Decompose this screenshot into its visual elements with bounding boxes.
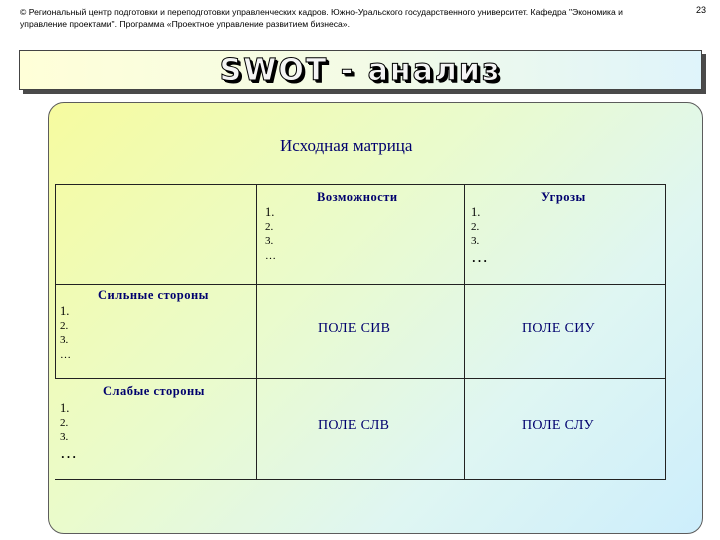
slide-title: SWOT - анализ	[219, 52, 502, 88]
grid-line-col1	[256, 184, 257, 480]
row-header-weaknesses: Слабые стороны	[103, 384, 205, 398]
slide-header-text: © Региональный центр подготовки и переподготовки управленческих кадров. Южно-Уральского государственного университет. Кафедра "Экономика и управление проектами". Программа «Проектное управление развитием бизнеса».	[20, 7, 623, 29]
cell-slu: ПОЛЕ СЛУ	[522, 418, 594, 433]
cell-siu: ПОЛЕ СИУ	[522, 321, 595, 336]
list-ellipsis: …	[265, 249, 276, 262]
row-header-strengths: Сильные стороны	[98, 288, 209, 302]
grid-line-left	[55, 184, 56, 378]
grid-line-row2	[55, 378, 666, 379]
list-item: 2.	[60, 416, 69, 429]
grid-line-bottom	[55, 479, 666, 480]
title-banner	[19, 50, 702, 90]
opportunities-list	[265, 205, 276, 263]
column-header-threats: Угрозы	[541, 190, 586, 204]
list-item: 1.	[60, 401, 70, 415]
list-item: 3.	[265, 235, 274, 247]
list-item: 2.	[60, 319, 69, 332]
grid-line-row1	[55, 284, 666, 285]
list-ellipsis: …	[60, 348, 71, 361]
weaknesses-list	[60, 401, 77, 461]
list-item: 1.	[60, 304, 70, 318]
column-header-opportunities: Возможности	[317, 190, 398, 204]
list-item: 3.	[471, 235, 480, 247]
threats-list	[471, 205, 488, 265]
grid-line-top	[55, 184, 666, 185]
list-ellipsis: …	[471, 246, 488, 266]
list-item: 1.	[265, 205, 275, 219]
list-item: 3.	[60, 334, 69, 346]
list-item: 2.	[471, 220, 480, 233]
list-ellipsis: …	[60, 442, 77, 462]
page-number: 23	[696, 5, 707, 15]
list-item: 1.	[471, 205, 481, 219]
swot-matrix	[55, 184, 666, 480]
grid-line-col2	[464, 184, 465, 480]
strengths-list	[60, 304, 71, 362]
list-item: 2.	[265, 220, 274, 233]
grid-line-right	[665, 184, 666, 480]
cell-slv: ПОЛЕ СЛВ	[318, 418, 390, 433]
cell-siv: ПОЛЕ СИВ	[318, 321, 391, 336]
matrix-title: Исходная матрица	[280, 136, 413, 155]
list-item: 3.	[60, 431, 69, 443]
